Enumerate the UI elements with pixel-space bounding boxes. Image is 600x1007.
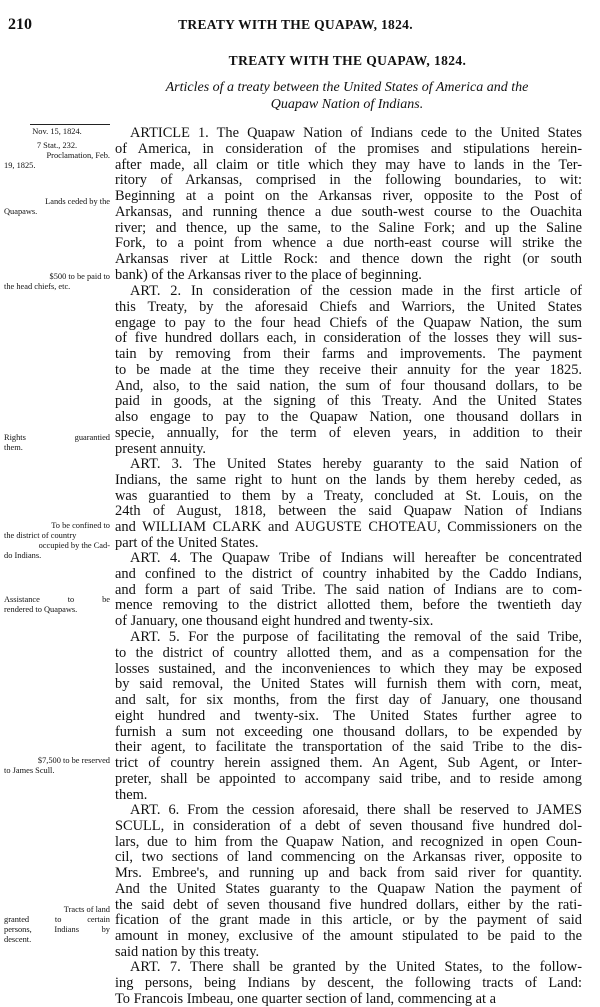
article-line: their agent, to facilitate the transportation of the said Tribe to the dis- [115,740,582,756]
article-line: was guarantied to them by a Treaty, concluded at St. Louis, on the [115,489,582,505]
article-6 [115,803,582,961]
article-line: preter, shall be appointed to accompany said tribe, and to reside among [115,772,582,788]
article-line: paid in goods, at the signing of this Treaty. And the United States [115,394,582,410]
margin-note [4,141,110,171]
document-subtitle [112,79,582,113]
margin-note [4,197,110,217]
article-line: amount in money, exclusive of the amount stipulated to be paid to the [115,929,582,945]
article-line: engage to pay to the four head Chiefs of the Quapaw Nation, the sum [115,316,582,332]
article-line: ART. 2. In consideration of the cession made in the first article of [115,284,582,300]
margin-note [4,272,110,292]
article-line: lars, due to him from the Quapaw Nation, and recognized in open Coun- [115,835,582,851]
running-head [8,16,583,36]
margin-note-line: Rights guarantied [4,433,110,443]
article-line: them. [115,788,582,804]
article-line: And, also, to the said nation, the sum of four thousand dollars, to be [115,379,582,395]
article-line: and confined to the district of country inhabited by the Caddo Indians, [115,567,582,583]
article-line: ing persons, being Indians by descent, the following tracts of Land: [115,976,582,992]
article-line: ART. 3. The United States hereby guaranty to the said Nation of [115,457,582,473]
article-1 [115,126,582,284]
article-line: present annuity. [115,442,582,458]
margin-note [4,433,110,453]
margin-note-line: persons, Indians by [4,925,110,935]
subtitle-line: Quapaw Nation of Indians. [112,96,582,113]
article-line: the said debt of seven thousand five hundred dollars, either by the rati- [115,898,582,914]
article-line: And the United States guaranty to the Quapaw Nation the payment of [115,882,582,898]
article-line: and salt, for six months, from the first day of January, one thousand [115,693,582,709]
article-line: to the district of country allotted them, and as a compensation for the [115,646,582,662]
margin-note-line: occupied by the Cad- [4,541,110,551]
article-line: of five hundred dollars each, in consideration of the losses they will sus- [115,331,582,347]
article-line: SCULL, in consideration of a debt of seven thousand five hundred dol- [115,819,582,835]
article-line: mence removing to the district allotted them, before the twentieth day [115,598,582,614]
margin-note-line: To be confined to [4,521,110,531]
margin-note-line: to James Scull. [4,766,110,776]
margin-note-line: rendered to Quapaws. [4,605,110,615]
article-line: part of the United States. [115,536,582,552]
margin-note [4,905,110,945]
article-line: said nation by this treaty. [115,945,582,961]
margin-note-line: Assistance to be [4,595,110,605]
article-2 [115,284,582,457]
article-5 [115,630,582,803]
article-line: Beginning at a point on the Arkansas river, opposite to the Post of [115,189,582,205]
running-title: TREATY WITH THE QUAPAW, 1824. [8,17,583,33]
article-line: to be made at the time they receive their annuity for the year 1825. [115,363,582,379]
article-line: fication of the grant made in this article, or by the payment of said [115,913,582,929]
margin-note [4,756,110,776]
subtitle-line: Articles of a treaty between the United States of America and the [112,79,582,96]
article-line: specie, annually, for the term of eleven years, in addition to their [115,426,582,442]
margin-note-line: 7 Stat., 232. [4,141,110,151]
article-line: this Treaty, by the aforesaid Chiefs and Warriors, the United States [115,300,582,316]
article-line: ARTICLE 1. The Quapaw Nation of Indians cede to the United States [115,126,582,142]
margin-note-line: the district of country [4,531,110,541]
article-line: 24th of August, 1818, between the said Quapaw Nation of Indians [115,504,582,520]
margin-note-line: Proclamation, Feb. [4,151,110,161]
article-line: of January, one thousand eight hundred and twenty-six. [115,614,582,630]
article-line: river; and thence, up the same, to the Saline Fork; and up the Saline [115,221,582,237]
article-7 [115,960,582,1007]
article-line: and form a part of said Tribe. The said nation of Indians are to com- [115,583,582,599]
article-line: ritory of Arkansas, comprised in the following boundaries, to wit: [115,173,582,189]
article-line: losses sustained, and the inconveniences to which they may be exposed [115,662,582,678]
article-line: trict of country herein assigned them. An Agent, Sub Agent, or Inter- [115,756,582,772]
margin-note-line: 19, 1825. [4,161,110,171]
article-line: of America, in consideration of the promises and stipulations herein- [115,142,582,158]
article-line: Fork, to a point from whence a due north-east course will strike the [115,236,582,252]
article-4 [115,551,582,630]
article-line: eight hundred and twenty-six. The United States further agree to [115,709,582,725]
margin-note-line: Nov. 15, 1824. [4,127,110,137]
article-line: Arkansas, and running thence a due south-west course to the Ouachita [115,205,582,221]
article-3 [115,457,582,552]
article-line: ART. 4. The Quapaw Tribe of Indians will hereafter be concentrated [115,551,582,567]
margin-note-line: Quapaws. [4,207,110,217]
article-line: Indians, the same right to hunt on the lands by them hereby ceded, as [115,473,582,489]
article-line: Arkansas river at Little Rock: and thence down the right (or south [115,252,582,268]
article-line: bank) of the Arkansas river to the place of beginning. [115,268,582,284]
page-number: 210 [8,16,32,34]
margin-rule [30,124,110,125]
article-line: also engage to pay to the Quapaw Nation, one thousand dollars in [115,410,582,426]
margin-note-line: granted to certain [4,915,110,925]
document-title: TREATY WITH THE QUAPAW, 1824. [115,53,580,69]
margin-note [4,521,110,561]
article-line: ART. 7. There shall be granted by the United States, to the follow- [115,960,582,976]
margin-note-line: them. [4,443,110,453]
article-line: ART. 6. From the cession aforesaid, there shall be reserved to JAMES [115,803,582,819]
article-line: after made, all claim or title which they may have to lands in the Ter- [115,158,582,174]
margin-note-line: Lands ceded by the [4,197,110,207]
margin-note [4,127,110,137]
margin-note-line: Tracts of land [4,905,110,915]
margin-note-line: $7,500 to be reserved [4,756,110,766]
article-line: cil, two sections of land commencing on the Arkansas river, opposite to [115,850,582,866]
article-line: furnish a sum not exceeding one thousand dollars, to be expended by [115,725,582,741]
margin-note-line: the head chiefs, etc. [4,282,110,292]
article-line: To Francois Imbeau, one quarter section of land, commencing at a [115,992,582,1007]
article-line: tain by removing from their farms and improvements. The payment [115,347,582,363]
margin-note-line: $500 to be paid to [4,272,110,282]
article-line: ART. 5. For the purpose of facilitating the removal of the said Tribe, [115,630,582,646]
article-line: Mrs. Embree's, and running up and back from said river for quantity. [115,866,582,882]
margin-note-line: do Indians. [4,551,110,561]
article-line: and WILLIAM CLARK and AUGUSTE CHOTEAU, Commissioners on the [115,520,582,536]
article-line: by said removal, the United States will furnish them with corn, meat, [115,677,582,693]
margin-note [4,595,110,615]
margin-note-line: descent. [4,935,110,945]
